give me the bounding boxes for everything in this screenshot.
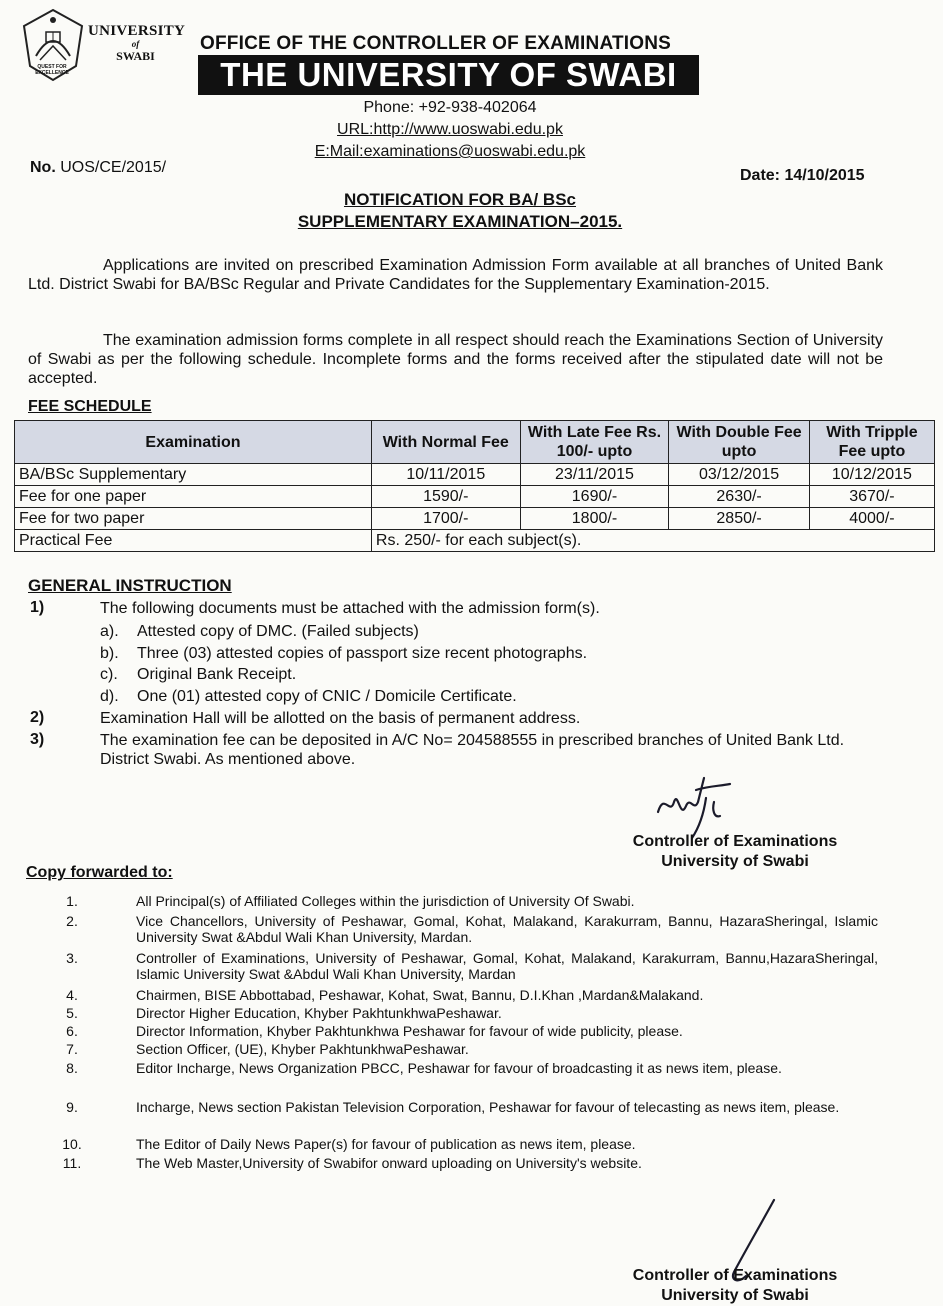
copy-item-number: 5. [66, 1005, 78, 1021]
signature-block-2 [600, 1266, 870, 1306]
copy-item-number: 4. [66, 987, 78, 1003]
instruction-number: 3) [30, 731, 45, 748]
signature-title: Controller of Examinations [632, 833, 838, 850]
reference-value: UOS/CE/2015/ [60, 159, 167, 176]
paragraph-1: Applications are invited on prescribed Examination Admission Form available at all branches of United Bank Ltd. District Swabi for BA/BSc Regular and Private Candidates for the Supplementary Examination-2015. [28, 257, 883, 293]
logo-line-3: SWABI [116, 49, 155, 63]
table-cell: 4000/- [809, 508, 934, 530]
instruction-text: The following documents must be attached with the admission form(s). [100, 600, 600, 617]
table-cell: 3670/- [809, 486, 934, 508]
logo-wordmark [88, 23, 186, 63]
fee-schedule-heading: FEE SCHEDULE [28, 398, 152, 415]
copy-item-text: The Editor of Daily News Paper(s) for favour of publication as news item, please. [136, 1136, 636, 1152]
instruction-text: Examination Hall will be allotted on the basis of permanent address. [100, 710, 581, 727]
copy-item-text: All Principal(s) of Affiliated Colleges within the jurisdiction of University Of Swabi. [136, 893, 635, 909]
signature-block [600, 832, 870, 872]
table-cell: Fee for one paper [15, 486, 372, 508]
table-cell: 1700/- [371, 508, 520, 530]
column-header: Examination [15, 421, 372, 464]
signature-org: University of Swabi [661, 1287, 809, 1304]
table-cell: 1590/- [371, 486, 520, 508]
column-header: With Normal Fee [371, 421, 520, 464]
logo-motto: QUEST FOR EXCELLENCE [35, 64, 69, 76]
copy-item-text: Section Officer, (UE), Khyber PakhtunkhwaPeshawar. [136, 1041, 469, 1057]
copy-item-number: 10. [62, 1136, 82, 1152]
column-header: With Tripple Fee upto [809, 421, 934, 464]
copy-item-number: 3. [66, 950, 78, 966]
notice-date: Date: 14/10/2015 [740, 167, 865, 184]
copy-item-text: Director Information, Khyber Pakhtunkhwa Peshawar for favour of wide publicity, please. [136, 1023, 683, 1039]
email-link[interactable]: E:Mail:examinations@uoswabi.edu.pk [314, 143, 586, 160]
table-row [15, 530, 935, 552]
copy-item-number: 9. [66, 1099, 78, 1115]
copy-item-text: Controller of Examinations, University of Peshawar, Gomal, Kohat, Malakand, Karakurram, Bannu,HazaraSheringal, Islamic University Swat &Abdul Wali Khan University, Mardan [136, 950, 878, 982]
copy-item-text: Editor Incharge, News Organization PBCC, Peshawar for favour of broadcasting it as news item, please. [136, 1060, 782, 1076]
subitem-text: Attested copy of DMC. (Failed subjects) [137, 623, 419, 640]
copy-item-number: 8. [66, 1060, 78, 1076]
university-banner: THE UNIVERSITY OF SWABI [198, 55, 699, 95]
subitem-text: One (01) attested copy of CNIC / Domicile Certificate. [137, 688, 517, 705]
instruction-number: 2) [30, 709, 45, 726]
signature-title: Controller of Examinations [632, 1267, 838, 1284]
instruction-subitem [100, 688, 517, 706]
signature-org: University of Swabi [661, 853, 809, 870]
instruction-subitem [100, 666, 296, 684]
table-cell: 1690/- [520, 486, 669, 508]
reference-label: No. [30, 159, 56, 176]
copy-item-text: The Web Master,University of Swabifor onward uploading on University's website. [136, 1155, 642, 1171]
fee-table-header-row [15, 421, 935, 464]
subitem-key: d). [100, 688, 119, 705]
url-link[interactable]: URL:http://www.uoswabi.edu.pk [337, 121, 563, 138]
general-instruction-heading: GENERAL INSTRUCTION [28, 576, 232, 595]
copy-item-number: 11. [62, 1155, 82, 1171]
notice-title-line-1: NOTIFICATION FOR BA/ BSc [343, 190, 576, 209]
table-cell: Rs. 250/- for each subject(s). [371, 530, 934, 552]
table-cell: 10/11/2015 [371, 464, 520, 486]
copy-item-number: 2. [66, 913, 78, 929]
column-header: With Double Fee upto [669, 421, 810, 464]
column-header: With Late Fee Rs. 100/- upto [520, 421, 669, 464]
table-cell: 03/12/2015 [669, 464, 810, 486]
copy-item-text: Incharge, News section Pakistan Television Corporation, Peshawar for favour of telecasting as news item, please. [136, 1099, 840, 1115]
copy-item-number: 1. [66, 893, 78, 909]
phone: Phone: +92-938-402064 [363, 99, 537, 116]
copy-item-text: Chairmen, BISE Abbottabad, Peshawar, Kohat, Swat, Bannu, D.I.Khan ,Mardan&Malakand. [136, 987, 704, 1003]
instruction-subitem [100, 645, 587, 663]
table-cell: BA/BSc Supplementary [15, 464, 372, 486]
logo-line-1: UNIVERSITY [88, 23, 186, 39]
subitem-key: c). [100, 666, 118, 683]
paragraph-2: The examination admission forms complete in all respect should reach the Examinations Section of University of Swabi as per the following schedule. Incomplete forms and the forms received after the stipulated date will not be accepted. [28, 332, 883, 387]
copy-item-number: 7. [66, 1041, 78, 1057]
table-cell: 23/11/2015 [520, 464, 669, 486]
logo-line-2: of [131, 39, 140, 49]
fee-schedule-table [14, 420, 935, 552]
table-cell: 1800/- [520, 508, 669, 530]
notice-title-line-2: SUPPLEMENTARY EXAMINATION–2015. [297, 212, 623, 231]
instruction-subitem [100, 623, 419, 641]
table-row [15, 508, 935, 530]
table-cell: 2850/- [669, 508, 810, 530]
copy-item-number: 6. [66, 1023, 78, 1039]
subitem-text: Original Bank Receipt. [137, 666, 297, 683]
copy-forwarded-heading: Copy forwarded to: [26, 864, 173, 881]
table-cell: 10/12/2015 [809, 464, 934, 486]
subitem-text: Three (03) attested copies of passport size recent photographs. [137, 645, 588, 662]
table-row [15, 486, 935, 508]
copy-item-text: Vice Chancellors, University of Peshawar, Gomal, Kohat, Malakand, Karakurram, Bannu, HazaraSheringal, Islamic University Swat &Abdul Wali Khan University, Mardan. [136, 913, 878, 945]
subitem-key: b). [100, 645, 119, 662]
reference-number [30, 159, 166, 177]
table-cell: 2630/- [669, 486, 810, 508]
table-cell: Practical Fee [15, 530, 372, 552]
office-title: OFFICE OF THE CONTROLLER OF EXAMINATIONS [200, 33, 672, 54]
copy-item-text: Director Higher Education, Khyber PakhtunkhwaPeshawar. [136, 1005, 502, 1021]
subitem-key: a). [100, 623, 119, 640]
table-cell: Fee for two paper [15, 508, 372, 530]
instruction-text: The examination fee can be deposited in A/C No= 204588555 in prescribed branches of United Bank Ltd. District Swabi. As mentioned above. [100, 732, 845, 768]
table-row [15, 464, 935, 486]
instruction-number: 1) [30, 599, 45, 616]
